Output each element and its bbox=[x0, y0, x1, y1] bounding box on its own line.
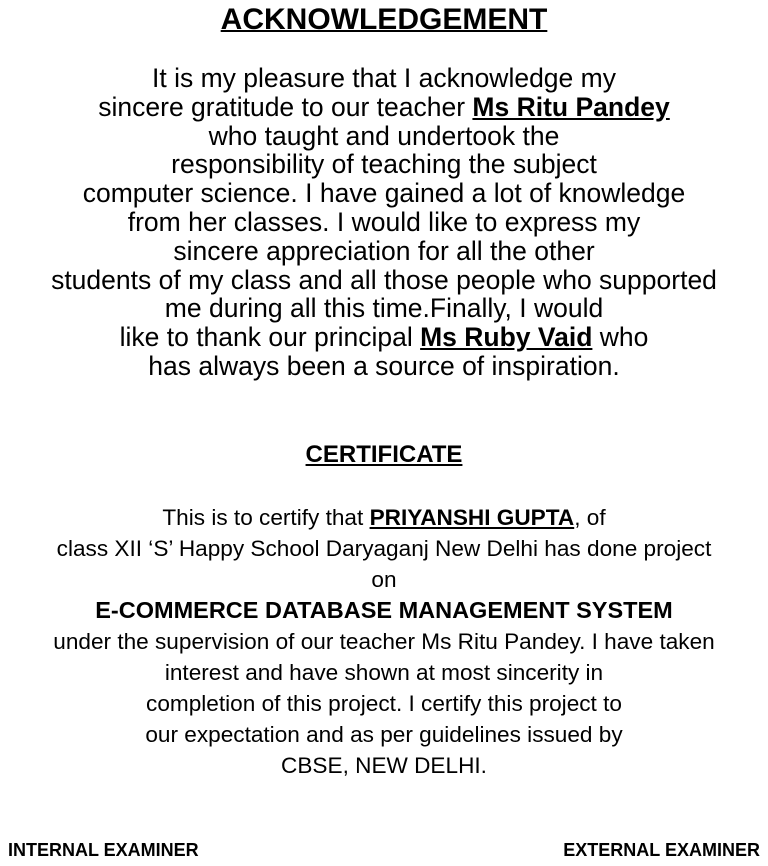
student-name: PRIYANSHI GUPTA bbox=[369, 505, 575, 530]
cert-line-1-text: This is to certify that bbox=[162, 505, 370, 530]
cert-line-6: interest and have shown at most sincerity in bbox=[164, 660, 604, 685]
ack-line-10-tail: who bbox=[592, 322, 649, 353]
ack-line-3: who taught and undertook the bbox=[208, 120, 560, 151]
certificate-title: CERTIFICATE bbox=[305, 441, 463, 468]
ack-line-1: It is my pleasure that I acknowledge my bbox=[152, 63, 616, 93]
certificate-body bbox=[0, 502, 768, 781]
cert-line-2: class XII ‘S’ Happy School Daryaganj New Delhi has done project bbox=[56, 536, 712, 561]
cert-line-3: on bbox=[371, 567, 397, 592]
ack-line-5: computer science. I have gained a lot of knowledge bbox=[82, 178, 686, 209]
ack-line-2-text: sincere gratitude to our teacher bbox=[98, 91, 473, 122]
cert-line-1 bbox=[0, 502, 768, 533]
project-title: E-COMMERCE DATABASE MANAGEMENT SYSTEM bbox=[95, 597, 673, 623]
cert-line-1-tail: , of bbox=[574, 505, 606, 530]
ack-line-2 bbox=[0, 93, 768, 122]
ack-line-9: me during all this time.Finally, I would bbox=[164, 293, 604, 324]
ack-line-10 bbox=[0, 323, 768, 352]
internal-examiner-label: INTERNAL EXAMINER bbox=[8, 840, 199, 860]
ack-line-10-text: like to thank our principal bbox=[119, 322, 421, 353]
external-examiner-label: EXTERNAL EXAMINER bbox=[563, 840, 760, 860]
cert-line-5: under the supervision of our teacher Ms Ritu Pandey. I have taken bbox=[53, 629, 715, 654]
ack-line-8: students of my class and all those people who supported bbox=[51, 264, 717, 295]
cert-line-9: CBSE, NEW DELHI. bbox=[281, 753, 487, 778]
teacher-name: Ms Ritu Pandey bbox=[472, 91, 670, 122]
acknowledgement-title: ACKNOWLEDGEMENT bbox=[220, 3, 548, 36]
ack-line-11: has always been a source of inspiration. bbox=[148, 350, 620, 381]
cert-line-8: our expectation and as per guidelines issued by bbox=[145, 722, 623, 747]
principal-name: Ms Ruby Vaid bbox=[420, 322, 593, 353]
cert-line-7: completion of this project. I certify this project to bbox=[146, 691, 622, 716]
ack-line-7: sincere appreciation for all the other bbox=[173, 235, 595, 266]
ack-line-6: from her classes. I would like to express my bbox=[127, 206, 641, 237]
ack-line-4: responsibility of teaching the subject bbox=[171, 149, 597, 180]
acknowledgement-body bbox=[0, 64, 768, 381]
